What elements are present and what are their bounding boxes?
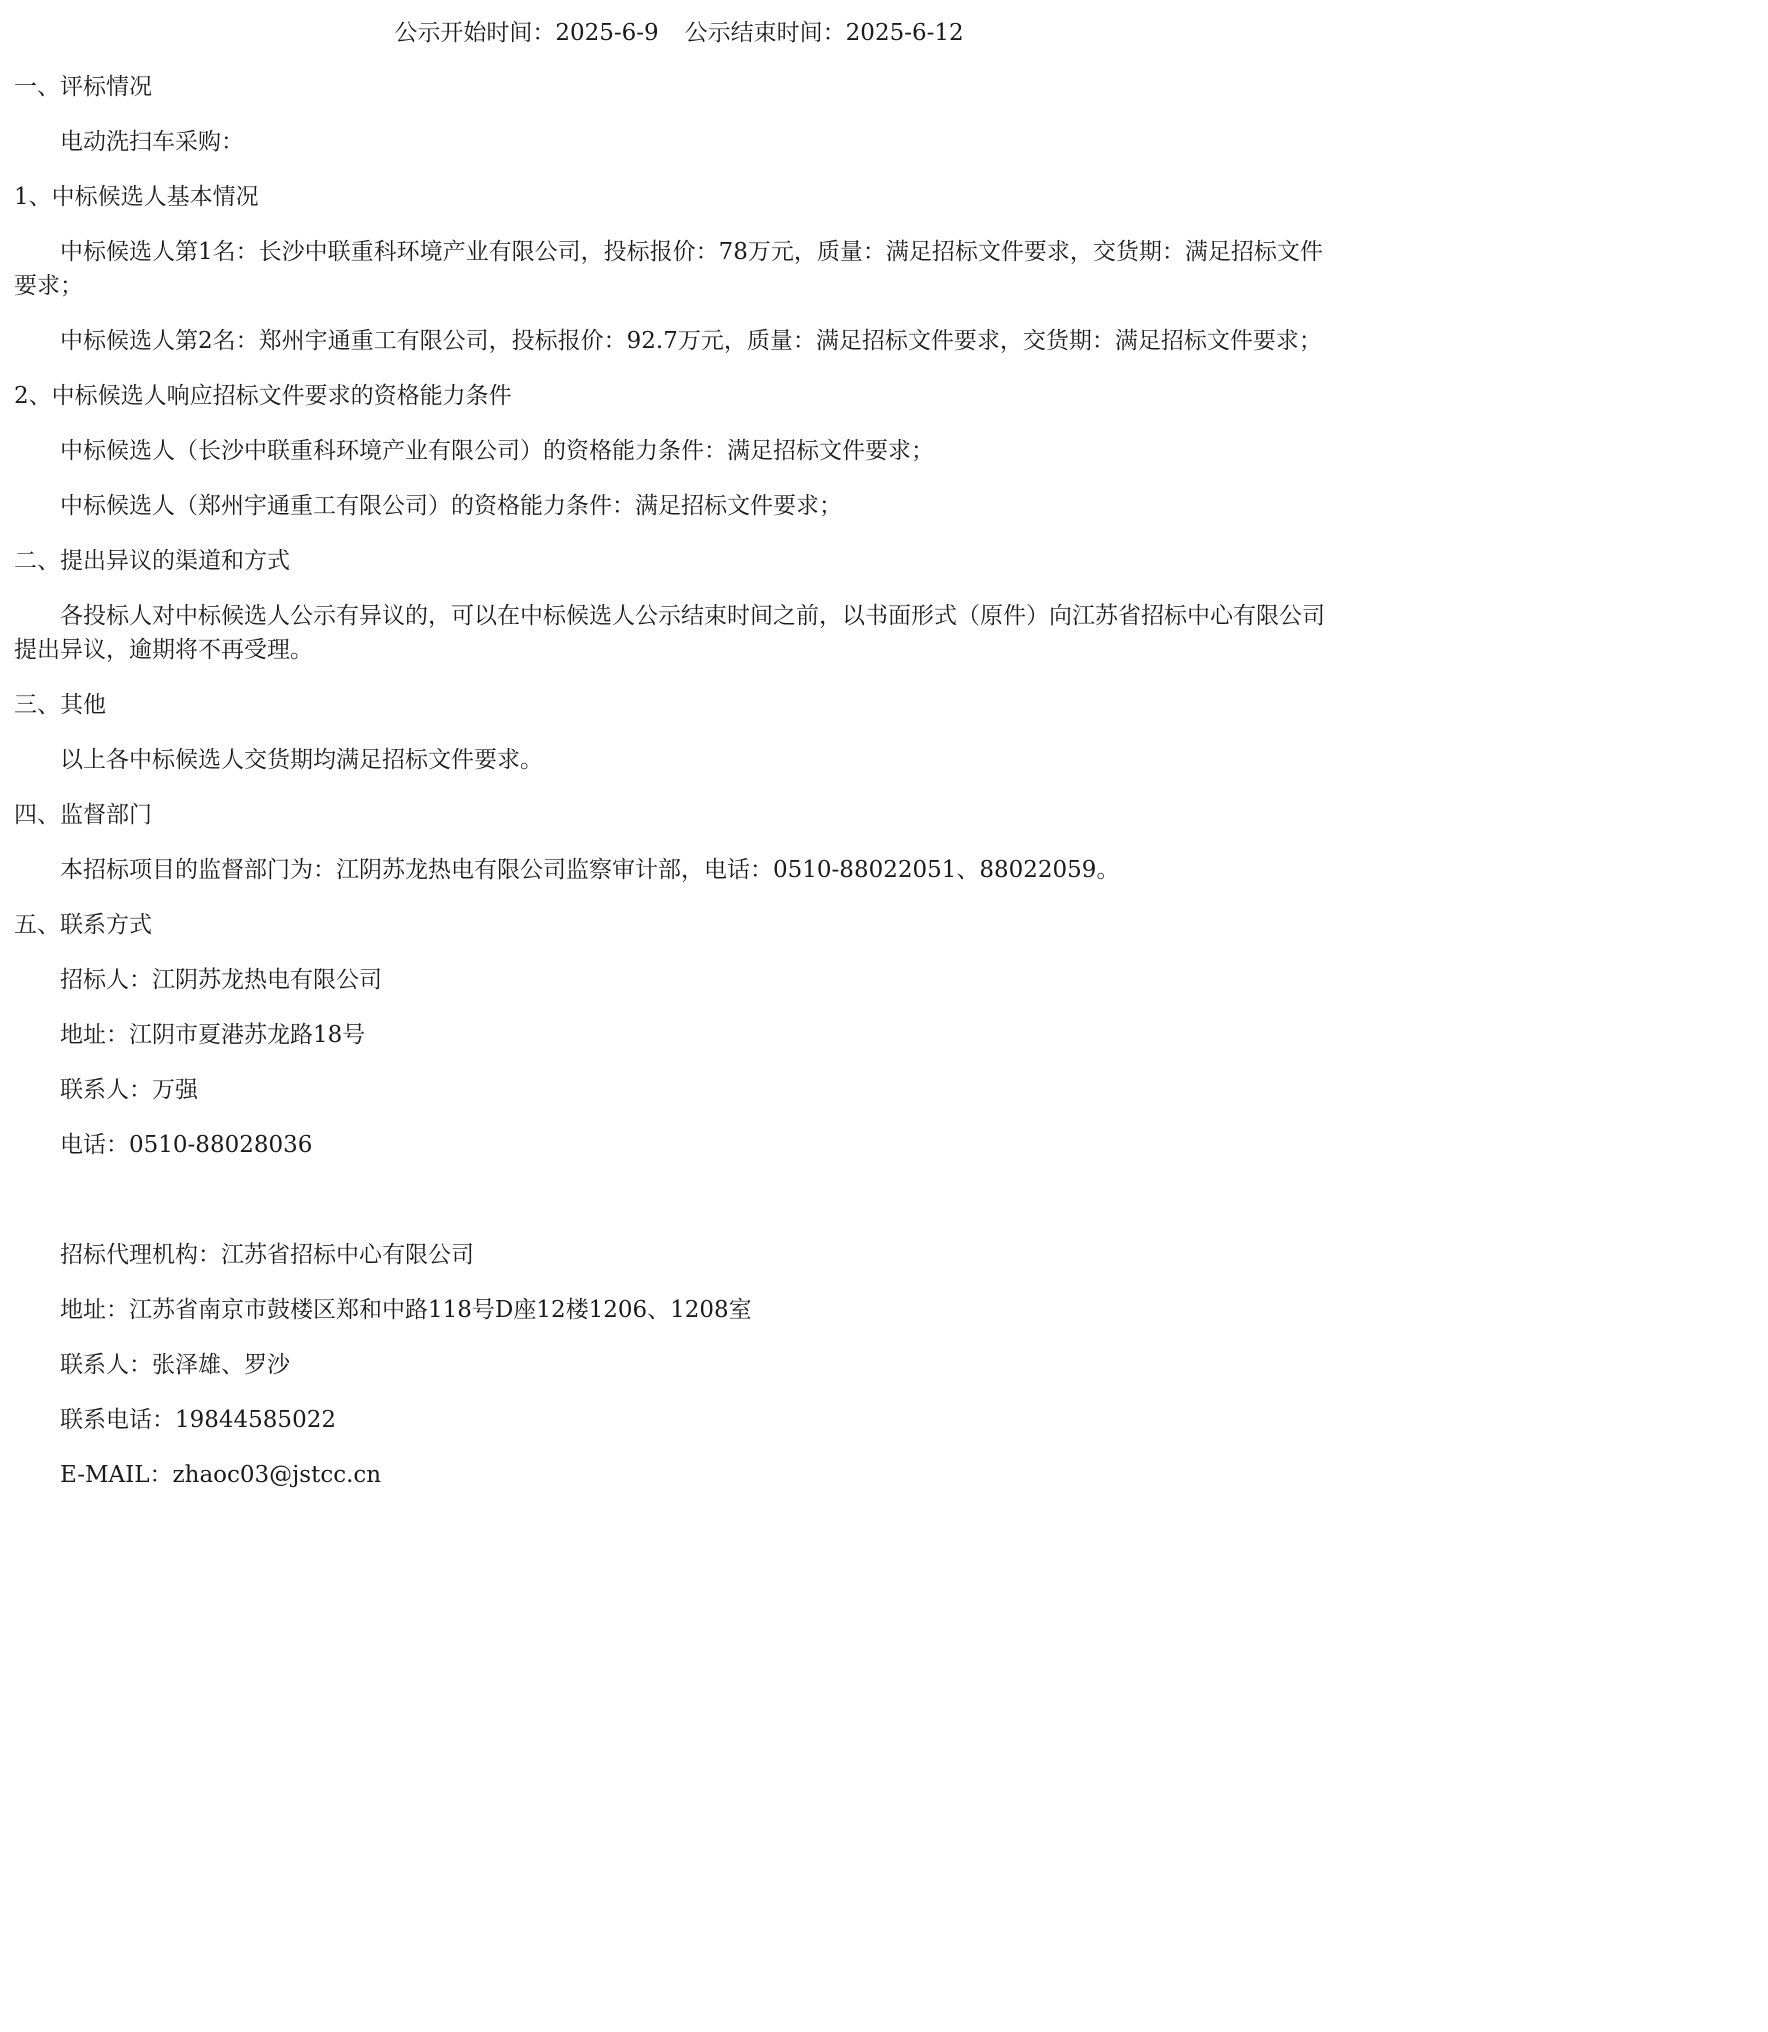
agency-name: 招标代理机构：江苏省招标中心有限公司 xyxy=(60,1242,474,1268)
section-heading-supervision: 四、监督部门 xyxy=(14,802,152,828)
agency-contact-person: 联系人：张泽雄、罗沙 xyxy=(60,1352,290,1378)
candidate-1-info: 中标候选人第1名：长沙中联重科环境产业有限公司，投标报价：78万元，质量：满足招标文件要求，交货期：满足招标文件要求； xyxy=(14,239,1323,299)
section-heading-objection: 二、提出异议的渠道和方式 xyxy=(14,548,290,574)
publication-end: 公示结束时间：2025-6-12 xyxy=(684,20,964,46)
announcement-document xyxy=(14,16,1344,1513)
blank-spacer xyxy=(14,1183,1344,1238)
section-heading-other: 三、其他 xyxy=(14,692,106,718)
section-heading-contact: 五、联系方式 xyxy=(14,912,152,938)
candidate-1-qualification: 中标候选人（长沙中联重科环境产业有限公司）的资格能力条件：满足招标文件要求； xyxy=(60,438,934,464)
tenderer-address: 地址：江阴市夏港苏龙路18号 xyxy=(60,1022,366,1048)
section-heading-evaluation: 一、评标情况 xyxy=(14,74,152,100)
agency-address: 地址：江苏省南京市鼓楼区郑和中路118号D座12楼1206、1208室 xyxy=(60,1297,752,1323)
candidate-2-qualification: 中标候选人（郑州宇通重工有限公司）的资格能力条件：满足招标文件要求； xyxy=(60,493,842,519)
publication-period xyxy=(14,16,1344,50)
subheading-qualification: 2、中标候选人响应招标文件要求的资格能力条件 xyxy=(14,383,512,409)
objection-body: 各投标人对中标候选人公示有异议的，可以在中标候选人公示结束时间之前，以书面形式（原件）向江苏省招标中心有限公司提出异议，逾期将不再受理。 xyxy=(14,603,1325,663)
tenderer-name: 招标人：江阴苏龙热电有限公司 xyxy=(60,967,382,993)
agency-phone: 联系电话：19844585022 xyxy=(60,1407,336,1433)
other-body: 以上各中标候选人交货期均满足招标文件要求。 xyxy=(60,747,543,773)
candidate-2-info: 中标候选人第2名：郑州宇通重工有限公司，投标报价：92.7万元，质量：满足招标文件要求，交货期：满足招标文件要求； xyxy=(60,328,1322,354)
project-name: 电动洗扫车采购： xyxy=(60,129,244,155)
supervision-body: 本招标项目的监督部门为：江阴苏龙热电有限公司监察审计部，电话：0510-88022051、88022059。 xyxy=(60,857,1120,883)
tenderer-contact-person: 联系人：万强 xyxy=(60,1077,198,1103)
tenderer-phone: 电话：0510-88028036 xyxy=(60,1132,313,1158)
subheading-candidate-info: 1、中标候选人基本情况 xyxy=(14,184,259,210)
publication-start: 公示开始时间：2025-6-9 xyxy=(394,20,659,46)
agency-email: E-MAIL：zhaoc03@jstcc.cn xyxy=(60,1462,382,1488)
